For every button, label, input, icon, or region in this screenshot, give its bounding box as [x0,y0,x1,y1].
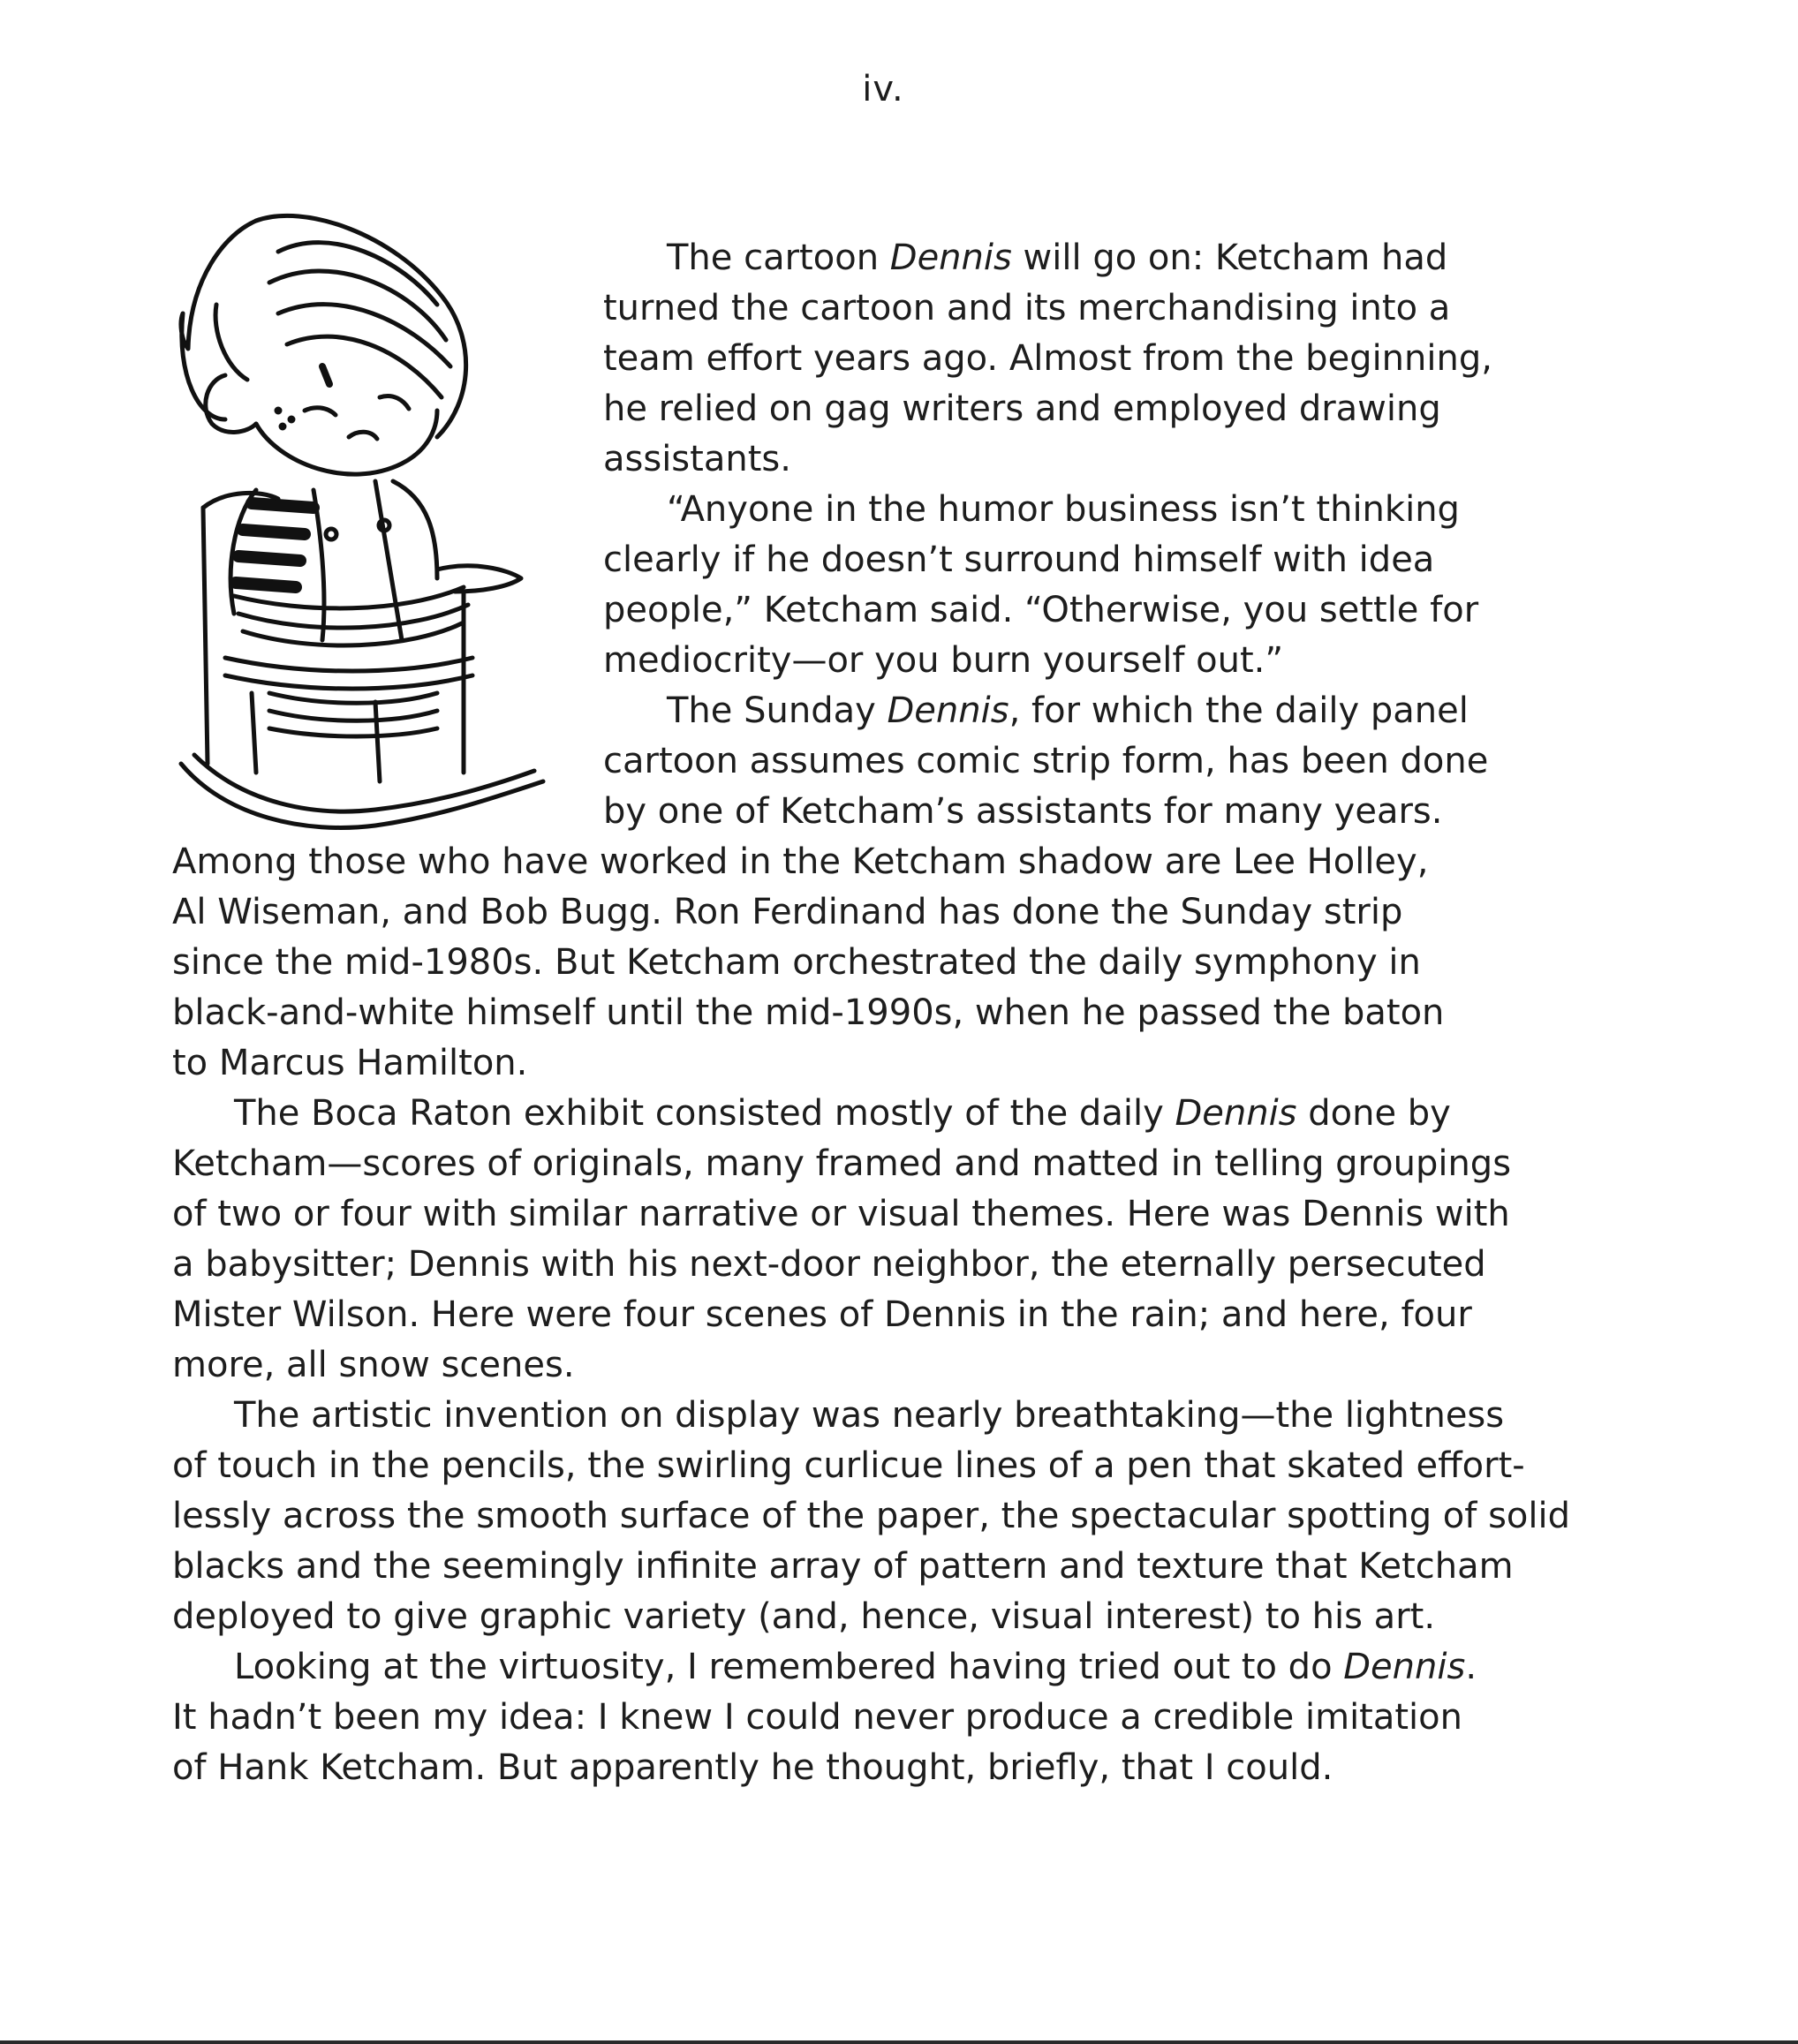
text-line: mediocrity—or you burn yourself out.” [603,640,1284,681]
text-line: a babysitter; Dennis with his next-door neighbor, the eternally persecuted [172,1244,1486,1285]
text-line: of two or four with similar narrative or visual themes. Here was Dennis with [172,1194,1510,1234]
text-line: Among those who have worked in the Ketcham shadow are Lee Holley, [172,841,1429,882]
text-line: deployed to give graphic variety (and, hence, visual interest) to his art. [172,1596,1436,1637]
text-line: Al Wiseman, and Bob Bugg. Ron Ferdinand has done the Sunday strip [172,892,1403,932]
dennis-tied-to-rocking-chair-icon [172,199,561,834]
text-line: Looking at the virtuosity, I remembered having tried out to do Dennis. [234,1647,1477,1687]
text-line: clearly if he doesn’t surround himself with idea [603,539,1435,580]
text-line: team effort years ago. Almost from the beginning, [603,338,1492,379]
text-line: blacks and the seemingly infinite array of pattern and texture that Ketcham [172,1546,1514,1587]
text-line: Mister Wilson. Here were four scenes of Dennis in the rain; and here, four [172,1294,1472,1335]
text-line: Ketcham—scores of originals, many framed and matted in telling groupings [172,1143,1512,1184]
text-line: he relied on gag writers and employed drawing [603,388,1441,429]
text-line: The Sunday Dennis, for which the daily panel [667,690,1469,731]
text-line: The cartoon Dennis will go on: Ketcham had [667,238,1448,278]
text-line: “Anyone in the humor business isn’t thinking [667,489,1460,530]
text-line: The Boca Raton exhibit consisted mostly of the daily Dennis done by [234,1093,1451,1134]
page-number: iv. [862,69,904,109]
text-line: lessly across the smooth surface of the paper, the spectacular spotting of solid [172,1496,1571,1536]
text-line: It hadn’t been my idea: I knew I could never produce a credible imitation [172,1697,1462,1738]
text-line: more, all snow scenes. [172,1345,575,1385]
text-line: black-and-white himself until the mid-1990s, when he passed the baton [172,992,1445,1033]
text-line: since the mid-1980s. But Ketcham orchestrated the daily symphony in [172,942,1421,983]
text-line: assistants. [603,439,791,479]
text-line: cartoon assumes comic strip form, has been done [603,741,1489,781]
text-line: of touch in the pencils, the swirling curlicue lines of a pen that skated effort- [172,1445,1525,1486]
text-line: to Marcus Hamilton. [172,1043,528,1083]
page-bottom-edge [0,2040,1798,2044]
text-line: of Hank Ketcham. But apparently he thought, briefly, that I could. [172,1747,1333,1788]
text-line: The artistic invention on display was nearly breathtaking—the lightness [234,1395,1505,1436]
text-line: people,” Ketcham said. “Otherwise, you settle for [603,590,1479,630]
text-line: turned the cartoon and its merchandising into a [603,288,1451,328]
text-line: by one of Ketcham’s assistants for many years. [603,791,1443,832]
